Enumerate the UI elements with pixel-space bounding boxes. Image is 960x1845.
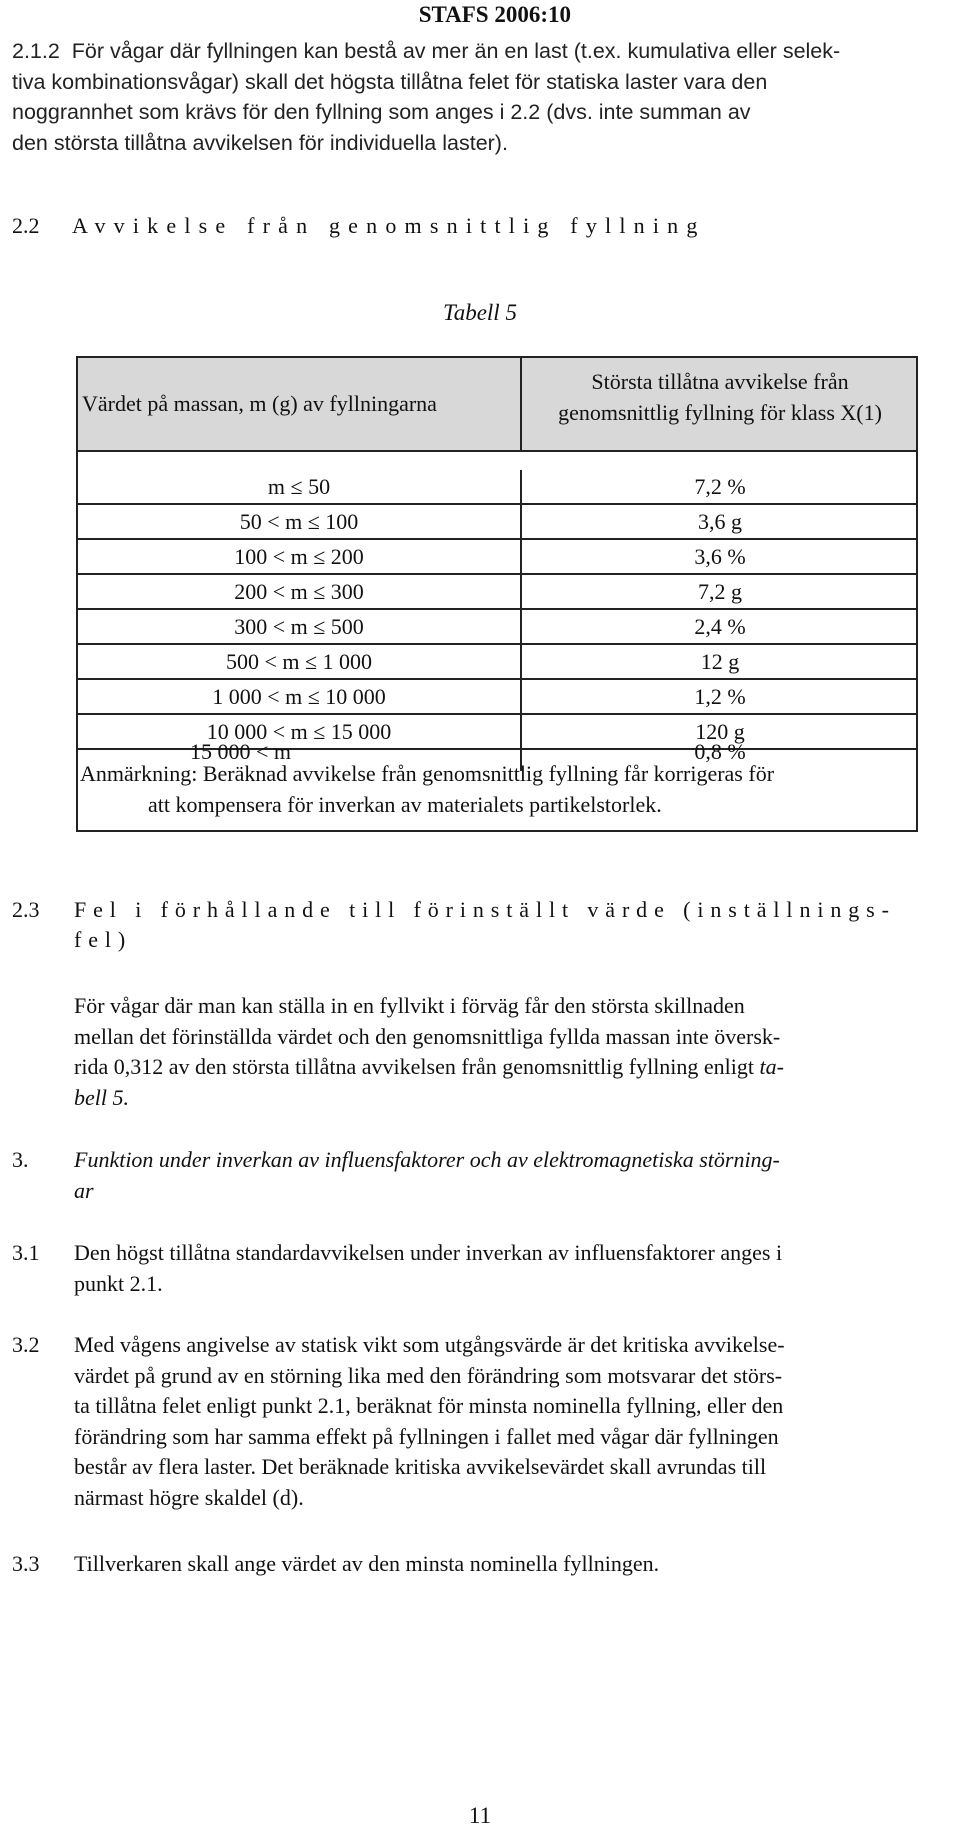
cell-deviation: 3,6 g xyxy=(698,509,742,534)
paragraph-line: Tillverkaren skall ange värdet av den minsta nominella fyllningen. xyxy=(74,1551,660,1576)
cell-deviation: 120 g xyxy=(695,719,745,744)
section-title: Avvikelse från genomsnittlig fyllning xyxy=(72,213,706,238)
paragraph-line: den största tillåtna avvikelsen för individuella laster). xyxy=(12,130,508,155)
paragraph-line xyxy=(74,1052,954,1083)
cell-range: 1 000 < m ≤ 10 000 xyxy=(78,680,522,713)
section-number: 3. xyxy=(12,1147,29,1172)
document-reference: STAFS 2006:10 xyxy=(418,2,571,27)
paragraph-line: För vågar där man kan ställa in en fyllvikt i förväg får den största skillnaden xyxy=(74,993,745,1018)
section-number: 2.2 xyxy=(12,213,40,238)
cell-deviation: 7,2 % xyxy=(694,474,746,499)
cell-deviation: 7,2 g xyxy=(698,579,742,604)
paragraph-line: ta tillåtna felet enligt punkt 2.1, beräknat för minsta nominella fyllning, eller den xyxy=(74,1393,784,1418)
cell-deviation: 0,8 % xyxy=(694,739,746,764)
note-line: Anmärkning: Beräknad avvikelse från genomsnittlig fyllning får korrigeras för xyxy=(80,761,775,786)
cell-deviation: 3,6 % xyxy=(694,544,746,569)
table-row xyxy=(78,505,916,540)
paragraph-line: tiva kombinationsvågar) skall det högsta tillåtna felet för statiska laster vara den xyxy=(12,69,768,94)
paragraph-line: består av flera laster. Det beräknade kritiska avvikelsevärdet skall avrundas till xyxy=(74,1454,767,1479)
table-row xyxy=(78,575,916,610)
section-title xyxy=(74,1145,954,1206)
table-row xyxy=(78,470,916,505)
cell-deviation: 2,4 % xyxy=(694,614,746,639)
paragraph-2-3 xyxy=(74,991,954,1113)
cell-range: 15 000 < m xyxy=(78,735,522,771)
column-header-deviation xyxy=(522,366,918,428)
paragraph-line: Med vågens angivelse av statisk vikt som utgångsvärde är det kritiska avvikelse- xyxy=(74,1332,785,1357)
column-header-mass: Värdet på massan, m (g) av fyllningarna xyxy=(78,358,522,450)
cell-deviation: 12 g xyxy=(700,649,740,674)
section-title: Fel i förhållande till förinställt värde (inställnings- xyxy=(74,897,896,922)
paragraph-body xyxy=(74,1549,954,1580)
section-title-line: ar xyxy=(74,1177,94,1203)
paragraph-3-1 xyxy=(12,1238,954,1299)
table-row xyxy=(78,610,916,645)
table-caption: Tabell 5 xyxy=(443,300,517,325)
paragraph-line xyxy=(12,36,954,67)
paragraph-line: punkt 2.1. xyxy=(74,1270,163,1296)
italic-text: bell 5. xyxy=(74,1084,129,1110)
paragraph-2-1-2 xyxy=(12,36,954,158)
paragraph-line: värdet på grund av en störning lika med den förändring som motsvarar det störs- xyxy=(74,1362,783,1388)
section-heading-3 xyxy=(12,1145,954,1206)
table-header xyxy=(78,358,916,452)
paragraph-number: 2.1.2 xyxy=(12,39,60,63)
italic-text: ta- xyxy=(759,1054,784,1079)
page-number: 11 xyxy=(468,1803,492,1828)
column-header-line: Största tillåtna avvikelse från xyxy=(591,369,849,394)
cell-range: 50 < m ≤ 100 xyxy=(78,505,522,538)
paragraph-text: För vågar där fyllningen kan bestå av mer än en last (t.ex. kumulativa eller selek- xyxy=(71,39,841,63)
note-line: att kompensera för inverkan av materialets partikelstorlek. xyxy=(148,792,662,817)
paragraph-text: rida 0,312 av den största tillåtna avvikelsen från genomsnittlig fyllning enligt xyxy=(74,1054,760,1079)
cell-range: 10 000 < m ≤ 15 000 xyxy=(78,715,522,748)
section-heading-2-3 xyxy=(12,895,954,957)
paragraph-body xyxy=(74,1238,954,1299)
section-number: 2.3 xyxy=(12,897,40,922)
cell-range: m ≤ 50 xyxy=(78,470,522,503)
cell-deviation: 1,2 % xyxy=(694,684,746,709)
cell-range: 100 < m ≤ 200 xyxy=(78,540,522,573)
cell-range: 200 < m ≤ 300 xyxy=(78,575,522,608)
section-heading-2-2 xyxy=(12,211,706,241)
paragraph-line: mellan det förinställda värdet och den genomsnittliga fyllda massan inte översk- xyxy=(74,1023,781,1049)
paragraph-number: 3.3 xyxy=(12,1551,40,1576)
column-header-line: genomsnittlig fyllning för klass X(1) xyxy=(558,400,882,425)
paragraph-line: noggrannhet som krävs för den fyllning som anges i 2.2 (dvs. inte summan av xyxy=(12,100,751,124)
table-row xyxy=(78,540,916,575)
table-note xyxy=(78,758,916,820)
paragraph-3-3 xyxy=(12,1549,954,1580)
table-row xyxy=(78,680,916,715)
table-5 xyxy=(76,356,918,832)
section-title-continued: fel) xyxy=(74,927,133,952)
paragraph-line: förändring som har samma effekt på fyllningen i fallet med vågar där fyllningen xyxy=(74,1423,779,1449)
paragraph-line: närmast högre skaldel (d). xyxy=(74,1484,304,1510)
paragraph-number: 3.1 xyxy=(12,1240,40,1265)
table-row xyxy=(78,645,916,680)
cell-range: 500 < m ≤ 1 000 xyxy=(78,645,522,678)
paragraph-3-2 xyxy=(12,1330,954,1513)
section-title-line: Funktion under inverkan av influensfaktorer och av elektromagnetiska störning- xyxy=(74,1147,780,1172)
paragraph-number: 3.2 xyxy=(12,1332,40,1357)
paragraph-line xyxy=(74,1083,954,1114)
paragraph-body xyxy=(74,1330,954,1513)
cell-range: 300 < m ≤ 500 xyxy=(78,610,522,643)
paragraph-line: Den högst tillåtna standardavvikelsen under inverkan av influensfaktorer anges i xyxy=(74,1240,783,1265)
